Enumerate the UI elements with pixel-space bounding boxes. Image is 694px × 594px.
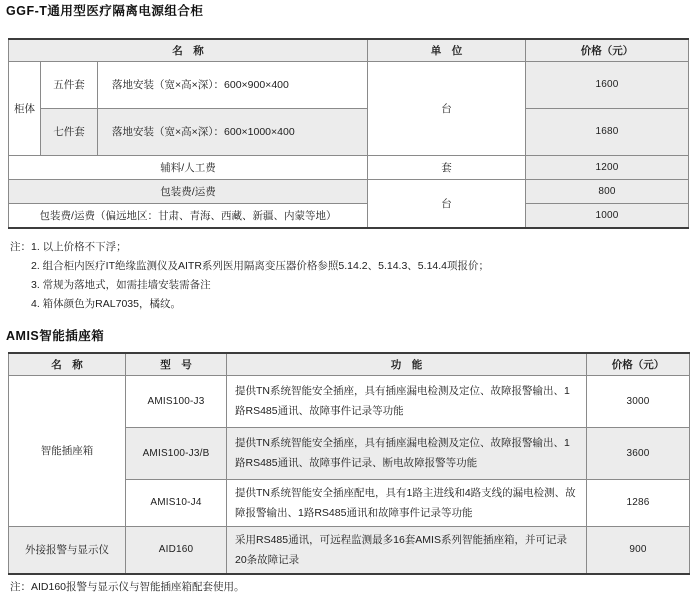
note-text: 1. 以上价格不下浮； bbox=[31, 241, 127, 253]
function-cell: 提供TN系统智能安全插座，具有插座漏电检测及定位、故障报警输出、1路RS485通讯、故障事件记录、断电故障报警等功能 bbox=[227, 427, 587, 479]
table-row bbox=[9, 375, 690, 427]
table-header-row bbox=[9, 39, 689, 61]
fee-label-cell: 包装费/运费 bbox=[9, 179, 368, 203]
group-name-cell: 智能插座箱 bbox=[9, 375, 126, 526]
model-cell: AMIS100-J3/B bbox=[126, 427, 227, 479]
function-cell: 提供TN系统智能安全插座，具有插座漏电检测及定位、故障报警输出、1路RS485通讯、故障事件记录等功能 bbox=[227, 375, 587, 427]
model-cell: AID160 bbox=[126, 526, 227, 574]
function-cell: 提供TN系统智能安全插座配电，具有1路主进线和4路支线的漏电检测、故障报警输出、1路RS485通讯和故障事件记录等功能 bbox=[227, 479, 587, 526]
price-cell: 900 bbox=[587, 526, 690, 574]
table-row bbox=[9, 526, 690, 574]
table-row bbox=[9, 179, 689, 203]
header-name: 名 称 bbox=[9, 39, 368, 61]
header-function: 功 能 bbox=[227, 353, 587, 375]
fee-label-cell: 包装费/运费（偏远地区：甘肃、青海、西藏、新疆、内蒙等地） bbox=[9, 203, 368, 228]
set-cell: 七件套 bbox=[41, 108, 98, 155]
table-row bbox=[9, 61, 689, 108]
amis-price-table bbox=[8, 352, 690, 575]
price-cell: 800 bbox=[526, 179, 689, 203]
set-cell: 五件套 bbox=[41, 61, 98, 108]
group-name-cell: 外接报警与显示仪 bbox=[9, 526, 126, 574]
ggf-section-title: GGF-T通用型医疗隔离电源组合柜 bbox=[6, 4, 204, 18]
unit-cell: 台 bbox=[368, 61, 526, 155]
price-cell: 3600 bbox=[587, 427, 690, 479]
function-cell: 采用RS485通讯，可远程监测最多16套AMIS系列智能插座箱，并可记录20条故障记录 bbox=[227, 526, 587, 574]
note-line: 4. 箱体颜色为RAL7035，橘纹。 bbox=[31, 298, 181, 310]
note-line: 3. 常规为落地式，如需挂墙安装需备注 bbox=[31, 279, 211, 291]
price-cell: 1600 bbox=[526, 61, 689, 108]
model-cell: AMIS100-J3 bbox=[126, 375, 227, 427]
price-cell: 3000 bbox=[587, 375, 690, 427]
unit-cell: 台 bbox=[368, 179, 526, 228]
desc-cell: 落地安装（宽×高×深）：600×1000×400 bbox=[98, 108, 368, 155]
header-price: 价格（元） bbox=[526, 39, 689, 61]
ggf-price-table bbox=[8, 38, 689, 229]
note-line bbox=[10, 240, 688, 255]
table-row bbox=[9, 155, 689, 179]
ggf-notes bbox=[10, 240, 688, 312]
fee-label-cell: 辅料/人工费 bbox=[9, 155, 368, 179]
amis-section-title: AMIS智能插座箱 bbox=[6, 329, 105, 343]
price-cell: 1000 bbox=[526, 203, 689, 228]
note-line: 2. 组合柜内医疗IT绝缘监测仪及AITR系列医用隔离变压器价格参照5.14.2、5.14.3、5.14.4项报价； bbox=[31, 260, 489, 272]
cabinet-cell: 柜体 bbox=[9, 61, 41, 155]
unit-cell: 套 bbox=[368, 155, 526, 179]
header-unit: 单 位 bbox=[368, 39, 526, 61]
price-cell: 1286 bbox=[587, 479, 690, 526]
desc-cell: 落地安装（宽×高×深）：600×900×400 bbox=[98, 61, 368, 108]
table-header-row bbox=[9, 353, 690, 375]
table-row bbox=[9, 108, 689, 155]
header-name: 名 称 bbox=[9, 353, 126, 375]
model-cell: AMIS10-J4 bbox=[126, 479, 227, 526]
amis-note: 注：AID160报警与显示仪与智能插座箱配套使用。 bbox=[10, 580, 245, 593]
header-model: 型 号 bbox=[126, 353, 227, 375]
table-row bbox=[9, 203, 689, 228]
notes-prefix: 注： bbox=[10, 241, 31, 253]
price-cell: 1680 bbox=[526, 108, 689, 155]
header-price: 价格（元） bbox=[587, 353, 690, 375]
price-cell: 1200 bbox=[526, 155, 689, 179]
